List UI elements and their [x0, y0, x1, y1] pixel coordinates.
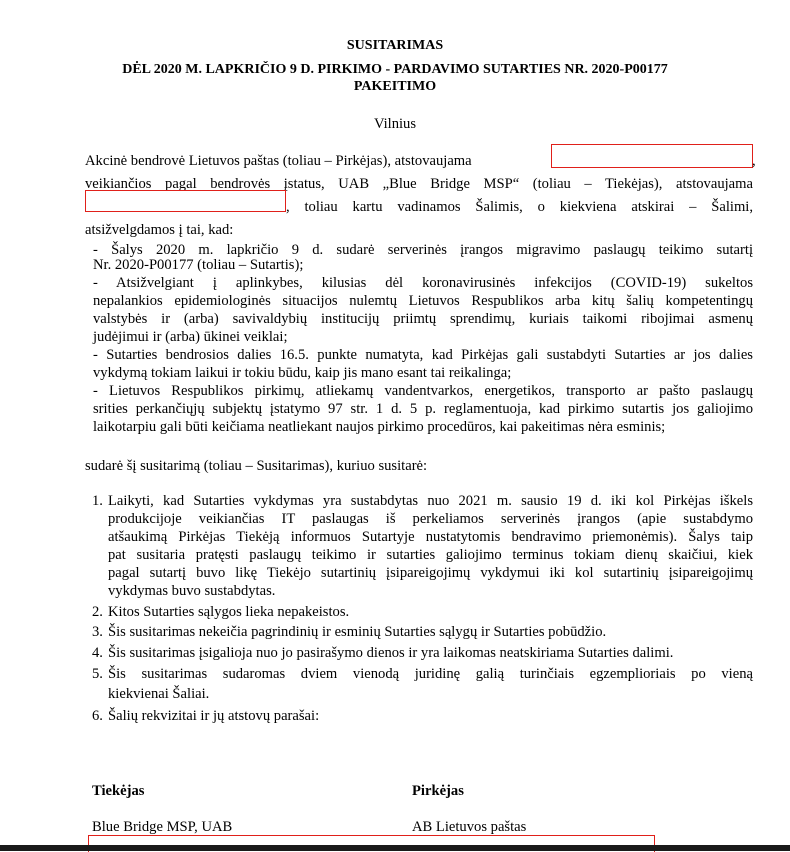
consideration-2-line: nepalankios epidemiologinės situacijos nulemtų Lietuvos Respublikos arba kitų šalių kompetentingų [93, 293, 753, 309]
supplier-heading: Tiekėjas [92, 783, 145, 799]
item-1-line: Laikyti, kad Sutarties vykdymas yra sustabdytas nuo 2021 m. sausio 19 d. iki kol Pirkėjas iškels [108, 493, 753, 509]
item-number: 6. [92, 708, 103, 724]
redaction-box [551, 144, 753, 168]
page-bottom-bar [0, 845, 790, 851]
agreement-intro: sudarė šį susitarimą (toliau – Susitarimas), kuriuo susitarė: [85, 458, 428, 474]
item-4-line: Šis susitarimas įsigalioja nuo jo pasirašymo dienos ir yra laikomas neatskiriama Sutarties dalimi. [108, 645, 674, 661]
buyer-name: AB Lietuvos paštas [412, 819, 527, 835]
buyer-heading: Pirkėjas [412, 783, 464, 799]
item-5-line: kiekvienai Šaliai. [108, 686, 210, 702]
item-number: 1. [92, 493, 103, 509]
item-1-line: pagal sutartį buvo likę Tiekėjo sutartinių įsipareigojimų vykdymui iki kol sutartinių įsipareigojimų [108, 565, 753, 581]
consideration-2-line: judėjimui ir (arba) ūkinei veiklai; [93, 329, 288, 345]
item-1-line: pat susitaria pratęsti paslaugų teikimo ir sutarties galiojimo terminus tokiam dienų skaičiui, kiek [108, 547, 753, 563]
item-1-line: produkcijoje veikiančias IT paslaugas iš perkeliamos serverinės įrangos (apie sustabdymo [108, 511, 753, 527]
item-number: 3. [92, 624, 103, 640]
consideration-4-line: laikotarpiu gali būti keičiama neatliekant naujos pirkimo procedūros, kai pakeitimas nėra esminis; [93, 419, 666, 435]
intro-line-4: atsižvelgdamos į tai, kad: [85, 222, 234, 238]
intro-line-2: veikiančios pagal bendrovės įstatus, UAB „Blue Bridge MSP“ (toliau – Tiekėjas), atstovaujama [85, 176, 753, 192]
consideration-4-line: srities perkančiųjų subjektų įstatymo 97 str. 1 d. 5 p. reglamentuoja, kad pirkimo sutartis jos galiojimo [93, 401, 753, 417]
consideration-3-line: vykdymą tokiam laikui ir tokiu būdu, kaip jis mano esant tai reikalinga; [93, 365, 512, 381]
item-number: 2. [92, 604, 103, 620]
consideration-2-line: valstybės ir (arba) savivaldybių institucijų priimtų sprendimų, kuriais taikomi ribojimai asmenų [93, 311, 753, 327]
consideration-4-line: - Lietuvos Respublikos pirkimų, atliekamų vandentvarkos, energetikos, transporto ar pašto paslaugų [93, 383, 753, 399]
consideration-3-line: - Sutarties bendrosios dalies 16.5. punkte numatyta, kad Pirkėjas gali sustabdyti Sutarties ar jos dalies [93, 347, 753, 363]
item-1-line: atšaukimą Pirkėjas Tiekėją informuos Sutartyje nustatytomis bendravimo priemonėmis). Šalys taip [108, 529, 753, 545]
item-number: 4. [92, 645, 103, 661]
item-number: 5. [92, 666, 103, 682]
doc-subtitle: DĖL 2020 M. LAPKRIČIO 9 D. PIRKIMO - PARDAVIMO SUTARTIES NR. 2020-P00177 [122, 62, 668, 77]
item-1-line: vykdymas buvo sustabdytas. [108, 583, 276, 599]
supplier-name: Blue Bridge MSP, UAB [92, 819, 233, 835]
consideration-1-line: - Šalys 2020 m. lapkričio 9 d. sudarė serverinės įrangos migravimo paslaugų teikimo sutartį [93, 242, 753, 258]
doc-title: SUSITARIMAS [346, 38, 444, 53]
city: Vilnius [373, 116, 417, 132]
doc-subtitle-end: PAKEITIMO [353, 79, 437, 94]
intro-line-3: , toliau kartu vadinamos Šalimis, o kiekviena atskirai – Šalimi, [286, 199, 753, 215]
item-3-line: Šis susitarimas nekeičia pagrindinių ir esminių Sutarties sąlygų ir Sutarties pobūdžio. [108, 624, 607, 640]
consideration-1-line: Nr. 2020-P00177 (toliau – Sutartis); [93, 257, 304, 273]
intro-line-1: Akcinė bendrovė Lietuvos paštas (toliau – Pirkėjas), atstovaujama [85, 153, 472, 169]
consideration-2-line: - Atsižvelgiant į aplinkybes, kilusias dėl koronavirusinės infekcijos (COVID-19) sukeltos [93, 275, 753, 291]
intro-comma: , [752, 153, 756, 169]
item-6-line: Šalių rekvizitai ir jų atstovų parašai: [108, 708, 320, 724]
redaction-box [85, 190, 286, 212]
item-2-line: Kitos Sutarties sąlygos lieka nepakeistos. [108, 604, 350, 620]
item-5-line: Šis susitarimas sudaromas dviem vienodą juridinę galią turinčiais egzemplioriais po vieną [108, 666, 753, 682]
